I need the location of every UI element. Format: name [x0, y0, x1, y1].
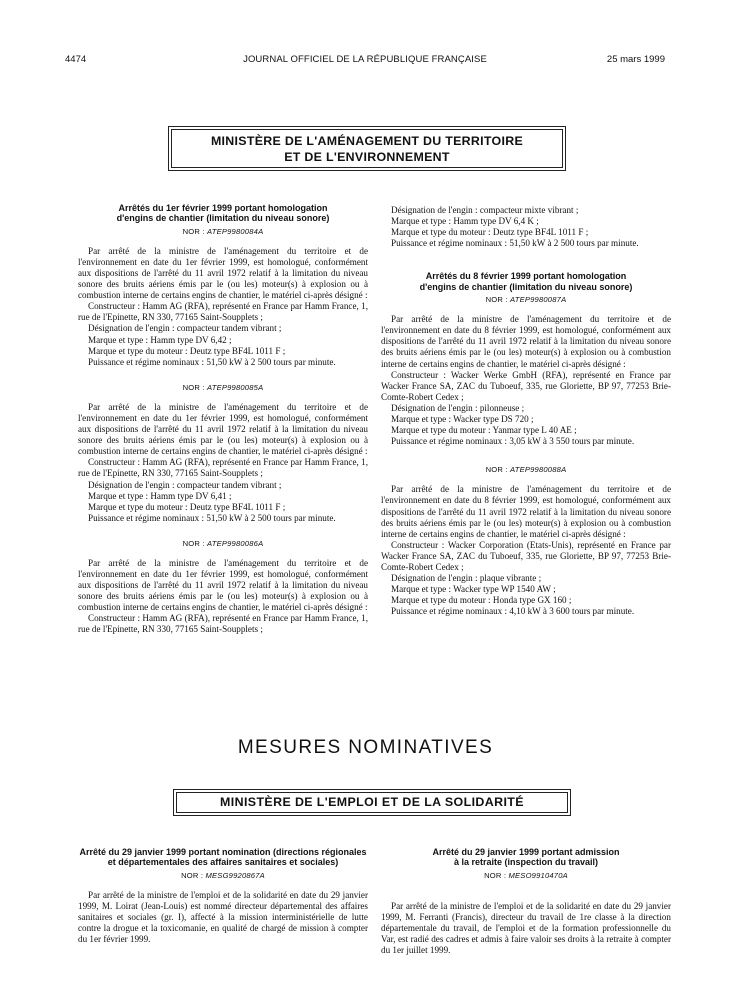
nor-label: NOR : — [182, 538, 205, 548]
nor-reference — [78, 383, 368, 393]
nor-reference — [381, 871, 671, 881]
nor-code: ATEP9980085A — [207, 382, 264, 392]
ministry-heading-line1: MINISTÈRE DE L'AMÉNAGEMENT DU TERRITOIRE — [210, 134, 524, 148]
paragraph: Marque et type du moteur : Yanmar type L 40 AE ; — [391, 425, 577, 436]
nor-code: MESG9920867A — [205, 870, 265, 880]
paragraph: Puissance et régime nominaux : 3,05 kW à 3 550 tours par minute. — [391, 436, 635, 447]
article-title-line2: d'engins de chantier (limitation du niveau sonore) — [419, 281, 633, 292]
nor-reference — [78, 227, 368, 237]
paragraph: Marque et type du moteur : Deutz type BF4L 1011 F ; — [88, 345, 286, 356]
paragraph: Désignation de l'engin : pilonneuse ; — [391, 402, 525, 413]
paragraph: Par arrêté de la ministre de l'emploi et de la solidarité en date du 29 janvier 1999, M. Ferranti (Francis), directeur du travail de 1re classe à la direction départementale du travail, de l'emploi et de la formation professionnelle du Var, est radié des cadres et admis à faire valoir ses droits à la retraite à compter du 1er juillet 1999. — [381, 900, 671, 956]
paragraph: Puissance et régime nominaux : 51,50 kW à 2 500 tours par minute. — [391, 238, 639, 249]
nor-code: ATEP9980087A — [510, 295, 567, 305]
paragraph: Par arrêté de la ministre de l'aménagement du territoire et de l'environnement en date du 1er février 1999, est homologué, conformément aux dispositions de l'arrêté du 11 avril 1972 relatif à la limitation du niveau sonore des bruits aériens émis par le (ou les) moteur(s) à explosion ou à combustion interne de certains engins de chantier, le matériel ci-après désigné : — [78, 245, 368, 301]
left-column — [78, 203, 368, 636]
article-title — [381, 271, 671, 292]
paragraph: Marque et type : Wacker type DS 720 ; — [391, 414, 534, 425]
paragraph: Marque et type : Wacker type WP 1540 AW ; — [391, 584, 556, 595]
paragraph: Puissance et régime nominaux : 4,10 kW à 3 600 tours par minute. — [391, 606, 635, 617]
nor-reference — [78, 871, 368, 881]
nor-code: ATEP9980084A — [207, 226, 264, 236]
paragraph: Par arrêté de la ministre de l'aménagement du territoire et de l'environnement en date du 1er février 1999, est homologué, conformément aux dispositions de l'arrêté du 11 avril 1972 relatif à la limitation du niveau sonore des bruits aériens émis par le (ou les) moteur(s) à explosion ou à combustion interne de certains engins de chantier, le matériel ci-après désigné : — [78, 401, 368, 457]
paragraph: Désignation de l'engin : compacteur tandem vibrant ; — [88, 479, 282, 490]
nor-label: NOR : — [182, 226, 205, 236]
ministry-heading-line2: ET DE L'ENVIRONNEMENT — [284, 150, 450, 164]
journal-title: JOURNAL OFFICIEL DE LA RÉPUBLIQUE FRANÇAISE — [243, 54, 487, 65]
article-title — [381, 847, 671, 868]
paragraph: Puissance et régime nominaux : 51,50 kW à 2 500 tours par minute. — [88, 356, 336, 367]
bottom-right-article — [381, 847, 671, 956]
nor-code: ATEP9980086A — [207, 538, 264, 548]
paragraph: Marque et type du moteur : Honda type GX 160 ; — [391, 595, 572, 606]
paragraph: Par arrêté de la ministre de l'aménagement du territoire et de l'environnement en date du 1er février 1999, est homologué, conformément aux dispositions de l'arrêté du 11 avril 1972 relatif à la limitation du niveau sonore des bruits aériens émis par le (ou les) moteur(s) à explosion ou à combustion interne de certains engins de chantier, le matériel ci-après désigné : — [78, 557, 368, 613]
paragraph: Marque et type du moteur : Deutz type BF4L 1011 F ; — [391, 227, 589, 238]
paragraph: Marque et type du moteur : Deutz type BF4L 1011 F ; — [88, 501, 286, 512]
paragraph: Constructeur : Hamm AG (RFA), représenté en France par Hamm France, 1, rue de l'Epinette, RN 330, 77165 Saint-Soupplets ; — [78, 457, 368, 479]
issue-date: 25 mars 1999 — [606, 54, 665, 65]
paragraph: Marque et type : Hamm type DV 6,41 ; — [88, 490, 232, 501]
nor-label: NOR : — [485, 465, 508, 475]
bottom-left-article — [78, 847, 368, 945]
nor-reference — [381, 465, 671, 475]
article-title — [78, 203, 368, 224]
ministry-heading-box — [173, 789, 571, 816]
nor-reference — [78, 539, 368, 549]
nor-code: MESO9910470A — [508, 870, 568, 880]
paragraph: Puissance et régime nominaux : 51,50 kW à 2 500 tours par minute. — [88, 512, 336, 523]
paragraph: Par arrêté de la ministre de l'aménagement du territoire et de l'environnement en date du 8 février 1999, est homologué, conformément aux dispositions de l'arrêté du 11 avril 1972 relatif à la limitation du niveau sonore des bruits aériens émis par le (ou les) moteur(s) à explosion ou à combustion interne de certains engins de chantier, le matériel ci-après désigné : — [381, 314, 671, 369]
paragraph: Marque et type : Hamm type DV 6,4 K ; — [391, 216, 539, 227]
paragraph: Désignation de l'engin : compacteur tandem vibrant ; — [88, 323, 282, 334]
article-title-line1: Arrêté du 29 janvier 1999 portant admission — [432, 847, 620, 857]
paragraph: Par arrêté de la ministre de l'emploi et de la solidarité en date du 29 janvier 1999, M. Loirat (Jean-Louis) est nommé directeur départemental des affaires sanitaires et sociales (gr. I), affecté à la mission interministérielle de lutte contre la drogue et la toxicomanie, en qualité de chargé de mission à compter du 1er février 1999. — [78, 889, 368, 945]
ministry-heading: MINISTÈRE DE L'EMPLOI ET DE LA SOLIDARITÉ — [176, 792, 568, 813]
ministry-heading-box — [168, 126, 566, 171]
nor-code: ATEP9980088A — [510, 465, 567, 475]
nor-label: NOR : — [484, 870, 507, 880]
nor-reference — [381, 295, 671, 305]
nor-label: NOR : — [485, 295, 508, 305]
paragraph: Désignation de l'engin : compacteur mixte vibrant ; — [391, 205, 579, 215]
article-title: Arrêté du 29 janvier 1999 portant nomination (directions régionales et départementales des affaires sanitaires et sociales) — [79, 847, 367, 868]
nor-label: NOR : — [181, 870, 204, 880]
article-title-line1: Arrêtés du 1er février 1999 portant homologation — [118, 203, 328, 213]
paragraph: Désignation de l'engin : plaque vibrante ; — [391, 573, 542, 584]
paragraph: Constructeur : Hamm AG (RFA), représenté en France par Hamm France, 1, rue de l'Epinette, RN 330, 77165 Saint-Soupplets ; — [78, 301, 368, 323]
article-title-line1: Arrêtés du 8 février 1999 portant homologation — [425, 271, 627, 282]
right-column — [381, 205, 671, 617]
section-heading: MESURES NOMINATIVES — [237, 737, 494, 758]
nor-label: NOR : — [182, 382, 205, 392]
page-number: 4474 — [65, 54, 87, 65]
paragraph: Par arrêté de la ministre de l'aménagement du territoire et de l'environnement en date du 8 février 1999, est homologué, conformément aux dispositions de l'arrêté du 11 avril 1972 relatif à la limitation du niveau sonore des bruits aériens émis par le (ou les) moteur(s) à explosion ou à combustion interne de certains engins de chantier, le matériel ci-après désigné : — [381, 484, 671, 539]
article-title-line2: à la retraite (inspection du travail) — [453, 857, 599, 868]
paragraph: Constructeur : Wacker Corporation (Etats-Unis), représenté en France par Wacker France SA, ZAC du Tuboeuf, 335, rue Gloriette, BP 97, 77253 Brie-Comte-Robert Cedex ; — [381, 539, 671, 572]
paragraph: Constructeur : Hamm AG (RFA), représenté en France par Hamm France, 1, rue de l'Epinette, RN 330, 77165 Saint-Soupplets ; — [78, 613, 368, 635]
paragraph: Marque et type : Hamm type DV 6,42 ; — [88, 334, 232, 345]
article-title-line2: d'engins de chantier (limitation du niveau sonore) — [116, 213, 330, 224]
paragraph: Constructeur : Wacker Werke GmbH (RFA), représenté en France par Wacker France SA, ZAC du Tuboeuf, 335, rue Gloriette, BP 97, 77253 Brie-Comte-Robert Cedex ; — [381, 369, 671, 402]
